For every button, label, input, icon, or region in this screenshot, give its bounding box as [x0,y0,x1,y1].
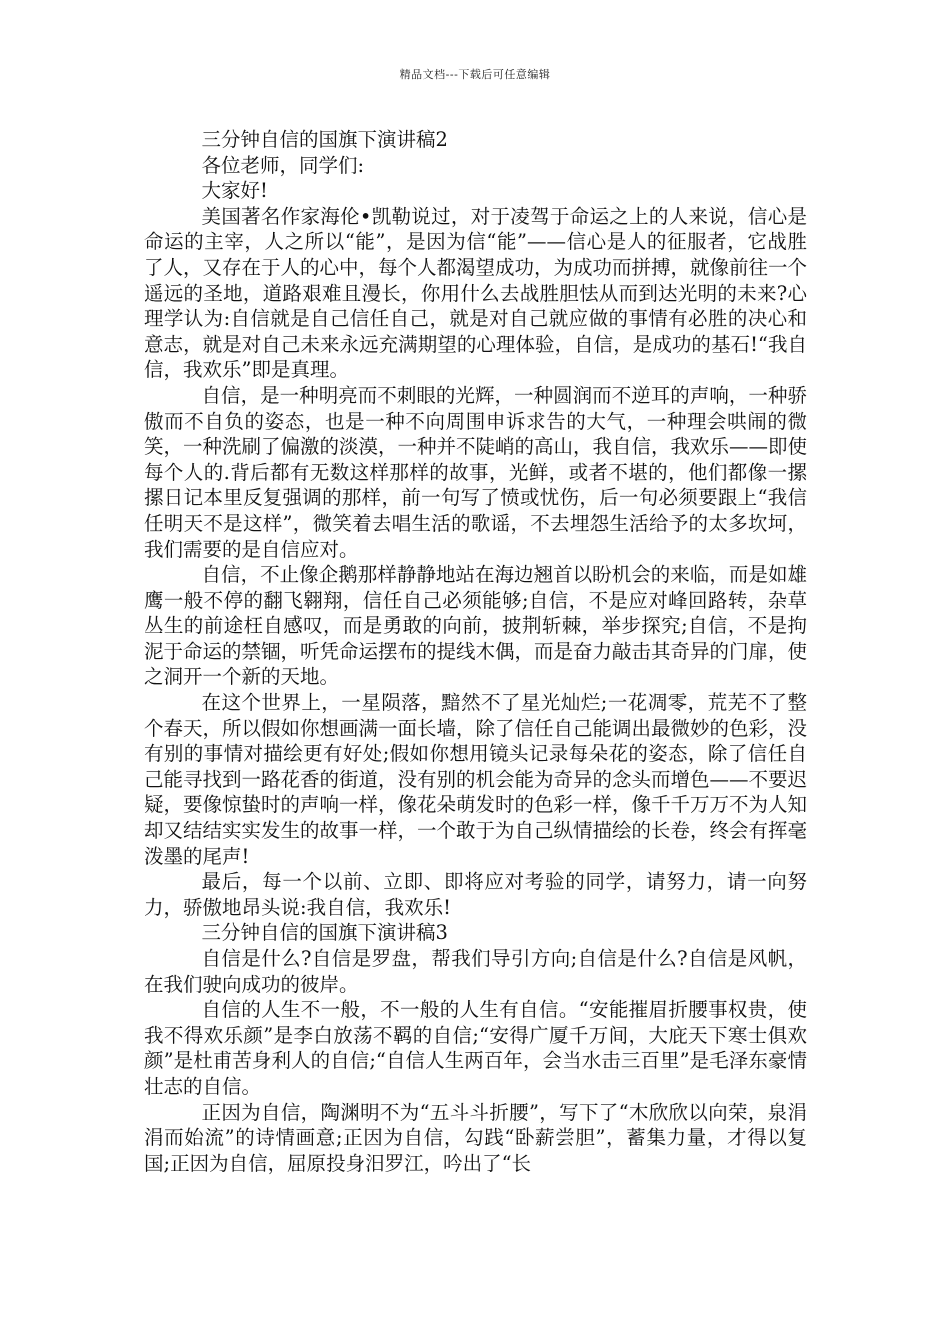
body-paragraph: 美国著名作家海伦•凯勒说过，对于凌驾于命运之上的人来说，信心是命运的主宰，人之所以“能”，是因为信“能”——信心是人的征服者，它战胜了人，又存在于人的心中，每个人都渴望成功，为成功而拼搏，就像前往一个遥远的圣地，道路艰难且漫长，你用什么去战胜胆怯从而到达光明的未来?心理学认为:自信就是自己信任自己，就是对自己就应做的事情有必胜的决心和意志，就是对自己未来永远充满期望的心理体验，自信，是成功的基石!“我自信，我欢乐”即是真理。 [144,204,808,382]
speech-title-2: 三分钟自信的国旗下演讲稿2 [201,128,448,151]
body-paragraph: 自信，不止像企鹅那样静静地站在海边翘首以盼机会的来临，而是如雄鹰一般不停的翻飞翱翔，信任自己必须能够;自信，不是应对峰回路转，杂草丛生的前途枉自感叹，而是勇敢的向前，披荆斩棘，举步探究;自信，不是拘泥于命运的禁锢，听凭命运摆布的提线木偶，而是奋力敲击其奇异的门扉，使之洞开一个新的天地。 [144,563,808,689]
body-paragraph: 自信，是一种明亮而不刺眼的光辉，一种圆润而不逆耳的声响，一种骄傲而不自负的姿态，也是一种不向周围申诉求告的大气，一种理会哄闹的微笑，一种洗刷了偏激的淡漠，一种并不陡峭的高山，我自信，我欢乐——即使每个人的.背后都有无数这样那样的故事，光鲜，或者不堪的，他们都像一摞摞日记本里反复强调的那样，前一句写了愤或忧伤，后一句必须要跟上“我信任明天不是这样”，微笑着去唱生活的歌谣，不去埋怨生活给予的太多坎坷，我们需要的是自信应对。 [144,383,808,561]
greeting: 大家好! [201,179,268,203]
document-body [144,127,807,1176]
body-paragraph: 正因为自信，陶渊明不为“五斗斗折腰”，写下了“木欣欣以向荣，泉涓涓而始流”的诗情画意;正因为自信，勾践“卧薪尝胆”，蓄集力量，才得以复国;正因为自信，屈原投身汨罗江，吟出了“长 [144,1100,807,1175]
page-header: 精品文档---下载后可任意编辑 [399,68,551,81]
body-paragraph: 最后，每一个以前、立即、即将应对考验的同学，请努力，请一向努力，骄傲地昂头说:我自信，我欢乐! [144,870,807,919]
salutation: 各位老师，同学们: [201,153,365,177]
body-paragraph: 自信是什么?自信是罗盘，帮我们导引方向;自信是什么?自信是风帆，在我们驶向成功的彼岸。 [144,947,807,996]
speech-title-3: 三分钟自信的国旗下演讲稿3 [201,921,448,945]
body-paragraph: 自信的人生不一般，不一般的人生有自信。“安能摧眉折腰事权贵，使我不得欢乐颜”是李白放荡不羁的自信;“安得广厦千万间，大庇天下寒士俱欢颜”是杜甫苦身利人的自信;“自信人生两百年，会当水击三百里”是毛泽东豪情壮志的自信。 [144,998,807,1098]
body-paragraph: 在这个世界上，一星陨落，黯然不了星光灿烂;一花凋零，荒芜不了整个春天，所以假如你想画满一面长墙，除了信任自己能调出最微妙的色彩，没有别的事情对描绘更有好处;假如你想用镜头记录每朵花的姿态，除了信任自己能寻找到一路花香的街道，没有别的机会能为奇异的念头而增色——不要迟疑，要像惊蛰时的声响一样，像花朵萌发时的色彩一样，像千千万万不为人知却又结结实实发生的故事一样，一个敢于为自己纵情描绘的长卷，终会有挥毫泼墨的尾声! [144,691,808,868]
